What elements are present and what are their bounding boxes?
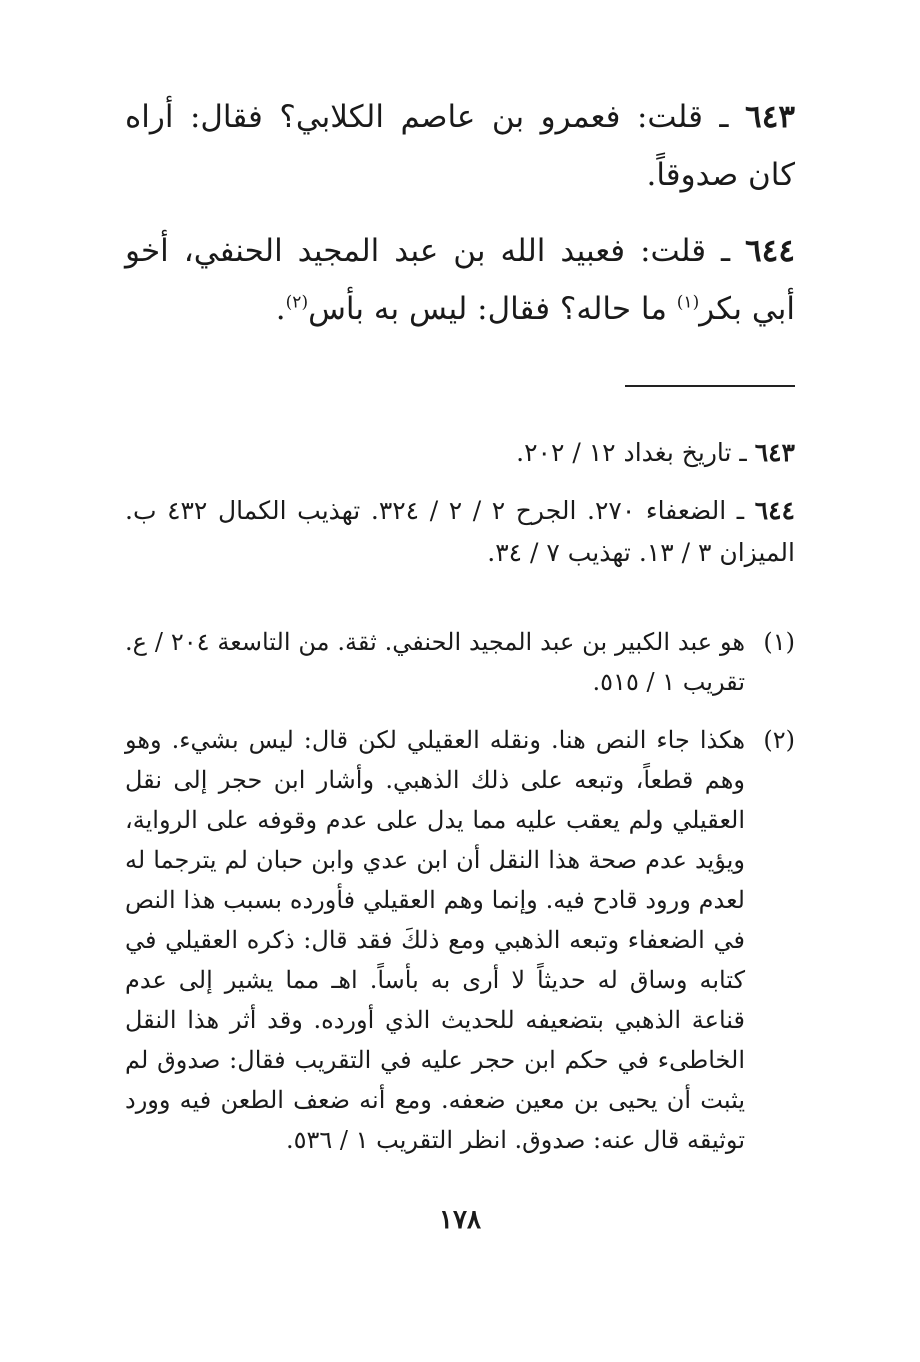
footnote-2 xyxy=(125,720,795,1160)
footnote-mark: (٢) xyxy=(763,726,795,754)
entry-643 xyxy=(125,88,795,204)
source-643 xyxy=(125,432,795,474)
footnote-mark: (١) xyxy=(763,628,795,656)
entry-text: ـ قلت: فعمرو بن عاصم الكلابي؟ فقال: أراه كان صدوقاً. xyxy=(125,99,795,193)
footnote-ref-1[interactable]: (١) xyxy=(676,292,700,313)
entry-number: ٦٤٣ xyxy=(745,99,795,135)
page-number: ١٧٨ xyxy=(439,1205,481,1235)
source-number: ٦٤٤ xyxy=(754,496,795,525)
source-text: ـ الضعفاء ٢٧٠. الجرح ٢ / ٢ / ٣٢٤. تهذيب الكمال ٤٣٢ ب. الميزان ٣ / ١٣. تهذيب ٧ / ٣٤. xyxy=(125,496,795,567)
footnote-divider xyxy=(625,385,795,387)
source-644 xyxy=(125,490,795,574)
source-text: ـ تاريخ بغداد ١٢ / ٢٠٢. xyxy=(516,438,747,467)
footnote-text: هو عبد الكبير بن عبد المجيد الحنفي. ثقة. من التاسعة ٢٠٤ / ع. تقريب ١ / ٥١٥. xyxy=(125,628,746,696)
entry-number: ٦٤٤ xyxy=(745,233,795,269)
footnote-1 xyxy=(125,622,795,702)
footnote-ref-2[interactable]: (٢) xyxy=(285,292,309,313)
entry-text: ما حاله؟ فقال: ليس به بأس xyxy=(308,291,677,327)
entry-644 xyxy=(125,222,795,338)
footnote-text: هكذا جاء النص هنا. ونقله العقيلي لكن قال: ليس بشيء. وهو وهم قطعاً، وتبعه على ذلك الذهبي. وأشار ابن حجر إلى نقل العقيلي ولم يعقب عليه مما يدل على عدم وقوفه على الرواية، ويؤيد عدم صحة هذا النقل أن ابن عدي وابن حبان لم يترجما له لعدم ورود قادح فيه. وإنما وهم العقيلي فأورده بسبب هذا النص في الضعفاء وتبعه الذهبي ومع ذلكَ فقد قال: ذكره العقيلي في كتابه وساق له حديثاً لا أرى به بأساً. اهـ مما يشير إلى عدم قناعة الذهبي بتضعيفه للحديث الذي أورده. وقد أثر هذا النقل الخاطىء في حكم ابن حجر عليه في التقريب فقال: صدوق لم يثبت أن يحيى بن معين ضعفه. ومع أنه ضعف الطعن فيه وورد توثيقه قال عنه: صدوق. انظر التقريب ١ / ٥٣٦. xyxy=(125,726,745,1154)
entry-text: . xyxy=(275,291,286,327)
entry-text: ـ قلت: فعبيد الله بن عبد المجيد الحنفي، أخو أبي بكر xyxy=(125,233,795,327)
source-number: ٦٤٣ xyxy=(754,438,795,467)
